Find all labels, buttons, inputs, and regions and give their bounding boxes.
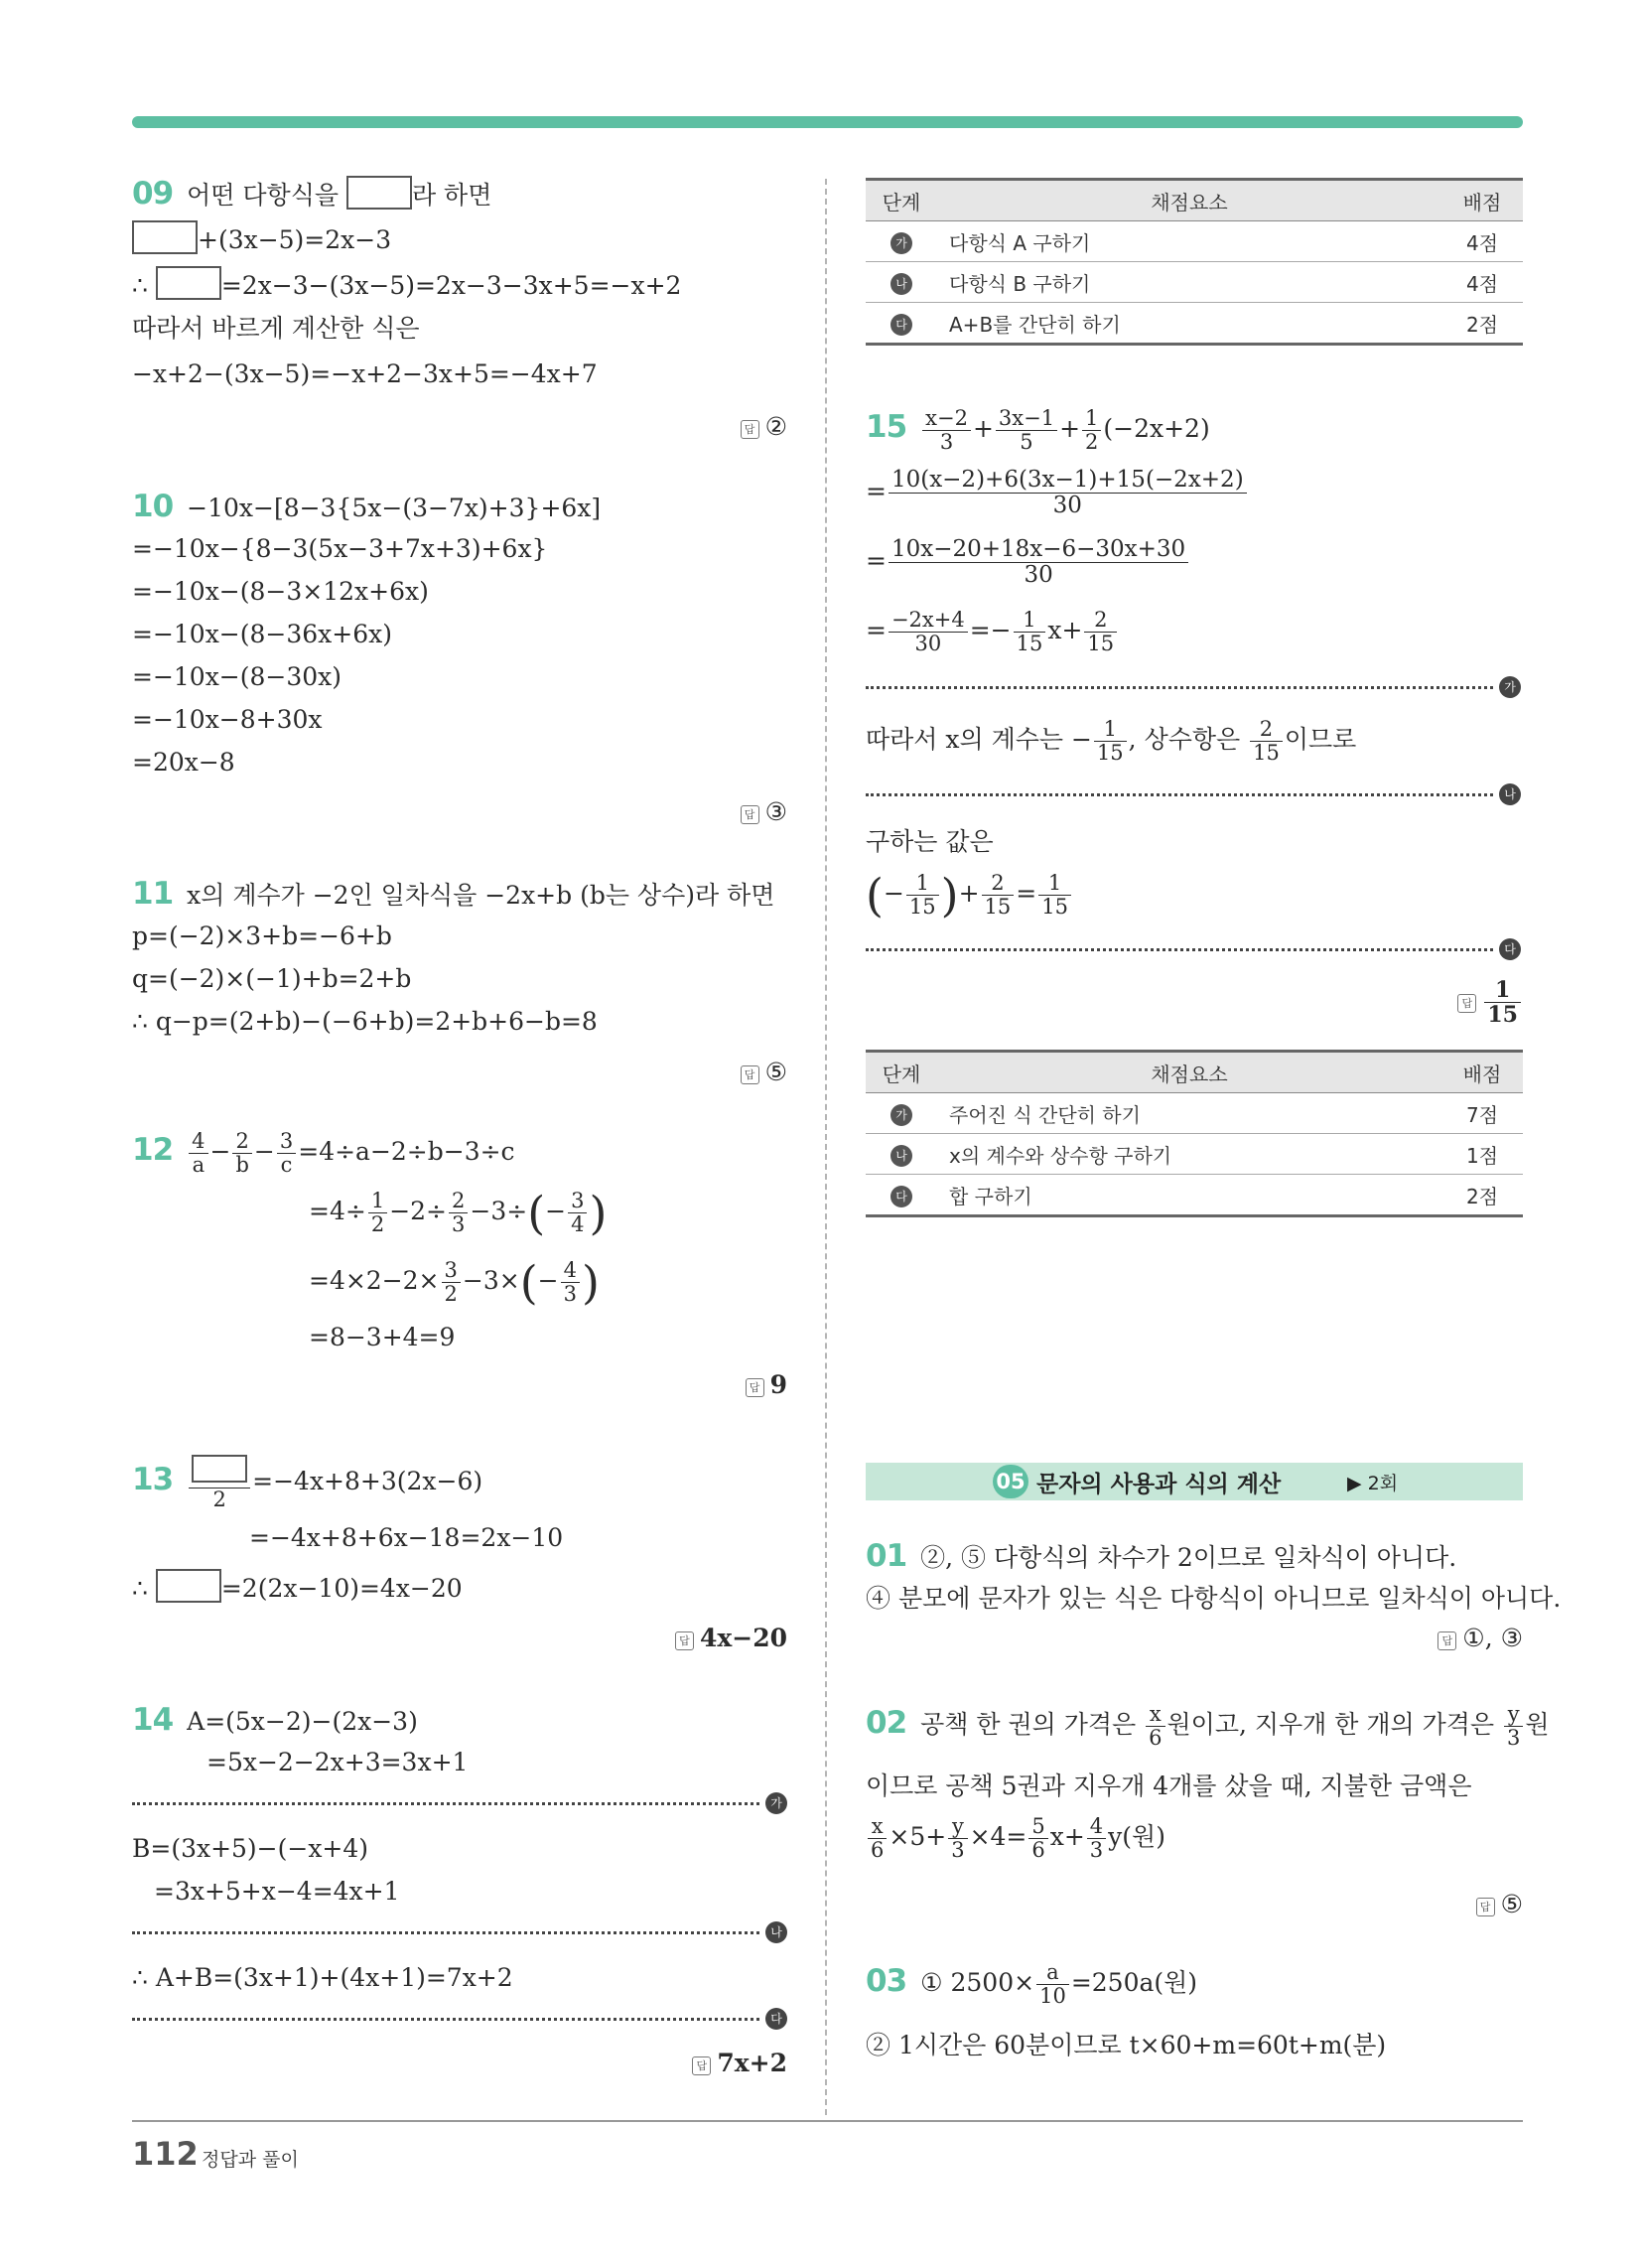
p10-line5: =−10x−8+30x (132, 705, 323, 734)
table-row: 나 다항식 B 구하기 4점 (866, 262, 1523, 303)
p14-number: 14 (132, 1702, 174, 1738)
q01-line1: 01 ②, ⑤ 다항식의 차수가 2이므로 일차식이 아니다. (866, 1538, 1457, 1574)
p10-answer: 답 ③ (741, 797, 787, 826)
section-subtitle: ▶ 2회 (1347, 1473, 1399, 1494)
blank-box (132, 220, 198, 254)
section-title: 문자의 사용과 식의 계산 (1036, 1472, 1282, 1497)
p10-line1: =−10x−{8−3(5x−3+7x+3)+6x} (132, 534, 548, 563)
q03-line2: ② 1시간은 60분이므로 t×60+m=60t+m(분) (866, 2031, 1387, 2059)
step-da-icon: 다 (1499, 938, 1521, 960)
footer-label: 정답과 풀이 (202, 2149, 299, 2171)
scoring-table-14 (866, 178, 1523, 346)
p11-line2: q=(−2)×(−1)+b=2+b (132, 964, 412, 993)
p15-line3: = $\frac{10x-20+18x-6-30x+30}{30}$ (866, 531, 1190, 591)
p15-line2: = $\frac{10(x-2)+6(3x-1)+15(-2x+2)}{30}$ (866, 462, 1249, 521)
answer-mark-icon: 답 (1437, 1631, 1456, 1650)
p09-line5: −x+2−(3x−5)=−x+2−3x+5=−4x+7 (132, 359, 598, 388)
table-row: 가 주어진 식 간단히 하기 7점 (866, 1093, 1523, 1134)
p14-line5: ∴ A+B=(3x+1)+(4x+1)=7x+2 (132, 1963, 513, 1992)
p11-answer: 답 ⑤ (741, 1058, 787, 1086)
answer-mark-icon: 답 (692, 2056, 711, 2075)
p13-line3: ∴ =2(2x−10)=4x−20 (132, 1569, 463, 1606)
p14-line3: B=(3x+5)−(−x+4) (132, 1834, 369, 1863)
table-row: 가 다항식 A 구하기 4점 (866, 221, 1523, 262)
scoring-table-15 (866, 1050, 1523, 1217)
q03-number: 03 (866, 1963, 907, 1999)
p11-line3: ∴ q−p=(2+b)−(−6+b)=2+b+6−b=8 (132, 1007, 598, 1036)
p12-number: 12 (132, 1132, 174, 1168)
q02-line2: 이므로 공책 5권과 지우개 4개를 샀을 때, 지불한 금액은 (866, 1772, 1472, 1800)
p10-line4: =−10x−(8−30x) (132, 662, 342, 691)
p13-line1: 13 2 =−4x+8+3(2x−6) (132, 1450, 482, 1511)
q01-answer: 답 ①, ③ (1437, 1624, 1523, 1652)
p09-line2: +(3x−5)=2x−3 (132, 220, 391, 257)
answer-mark-icon: 답 (1457, 994, 1476, 1013)
step-na-icon: 나 (890, 273, 912, 295)
p13-line2: =−4x+8+6x−18=2x−10 (249, 1523, 564, 1552)
p15-sentence3: (− $\frac{1}{15}$ )+ $\frac{2}{15}$ = $\frac{1}{15}$ (866, 864, 1073, 925)
q01-line2: ④ 분모에 문자가 있는 식은 다항식이 아니므로 일차식이 아니다. (866, 1584, 1562, 1613)
p15-line1: 15 $\frac{x-2}{3}$ + $\frac{3x-1}{5}$ + $\frac{1}{2}$ (−2x+2) (866, 397, 1210, 459)
answer-mark-icon: 답 (1476, 1898, 1495, 1916)
table-header: 단계 채점요소 배점 (866, 180, 1523, 221)
step-da-icon: 다 (890, 314, 912, 336)
step-na-icon: 나 (890, 1145, 912, 1167)
step-da-icon: 다 (765, 2008, 787, 2030)
answer-mark-icon: 답 (675, 1631, 694, 1650)
dotted-separator (866, 793, 1493, 796)
blank-box (156, 1569, 221, 1603)
dotted-separator (132, 1931, 759, 1934)
p10-line0: 10 −10x−[8−3{5x−(3−7x)+3}+6x] (132, 489, 602, 524)
p09-line3: ∴ =2x−3−(3x−5)=2x−3−3x+5=−x+2 (132, 266, 681, 303)
dotted-separator (132, 1802, 759, 1805)
p09-number: 09 (132, 176, 174, 212)
p09-answer: 답 ② (741, 412, 787, 441)
footer-rule (132, 2120, 1523, 2122)
p09-line4: 따라서 바르게 계산한 식은 (132, 314, 420, 343)
top-accent-bar (132, 116, 1523, 128)
p15-answer: 답 $\frac{1}{15}$ (1457, 978, 1523, 1027)
q02-answer: 답 ⑤ (1476, 1890, 1523, 1918)
p11-line0: 11 x의 계수가 −2인 일차식을 −2x+b (b는 상수)라 하면 (132, 876, 775, 912)
p14-line1: 14 A=(5x−2)−(2x−3) (132, 1702, 418, 1738)
p10-line2: =−10x−(8−3×12x+6x) (132, 577, 429, 606)
p14-line4: =3x+5+x−4=4x+1 (154, 1877, 400, 1906)
table-row: 나 x의 계수와 상수항 구하기 1점 (866, 1134, 1523, 1175)
step-ga-icon: 가 (765, 1792, 787, 1814)
column-divider (825, 179, 827, 2115)
section-header (866, 1463, 1523, 1500)
p13-number: 13 (132, 1462, 174, 1497)
page-number: 112 (132, 2135, 199, 2173)
p13-answer: 답 4x−20 (675, 1624, 787, 1652)
p12-line3: =4×2−2× $\frac{3}{2}$ −3×(− $\frac{4}{3}$ ) (309, 1255, 600, 1310)
p11-line1: p=(−2)×3+b=−6+b (132, 921, 392, 950)
p15-line4: = $\frac{-2x+4}{30}$ =− $\frac{1}{15}$ x+ $\frac{2}{15}$ (866, 601, 1119, 660)
p12-line4: =8−3+4=9 (309, 1323, 456, 1351)
q03-line1: 03 ① 2500× $\frac{a}{10}$ =250a(원) (866, 1951, 1197, 2013)
p14-line2: =5x−2−2x+3=3x+1 (206, 1748, 469, 1776)
answer-mark-icon: 답 (741, 805, 759, 824)
q01-number: 01 (866, 1538, 907, 1574)
p10-line3: =−10x−(8−36x+6x) (132, 620, 392, 648)
q02-line1: 02 공책 한 권의 가격은 $\frac{x}{6}$ 원이고, 지우개 한 개의 가격은 $\frac{y}{3}$ 원 (866, 1693, 1550, 1755)
p10-line6: =20x−8 (132, 748, 235, 777)
blank-box (156, 266, 221, 300)
section-number-badge: 05 (993, 1465, 1028, 1498)
step-ga-icon: 가 (890, 232, 912, 254)
p11-number: 11 (132, 876, 174, 912)
table-row: 다 A+B를 간단히 하기 2점 (866, 303, 1523, 345)
q02-line3: $\frac{x}{6}$ ×5+ $\frac{y}{3}$ ×4= $\frac{5}{6}$ x+ $\frac{4}{3}$ y(원) (866, 1807, 1165, 1867)
answer-mark-icon: 답 (746, 1378, 764, 1397)
step-na-icon: 나 (765, 1921, 787, 1943)
dotted-separator (866, 948, 1493, 951)
blank-box (346, 176, 412, 210)
p10-number: 10 (132, 489, 174, 524)
answer-mark-icon: 답 (741, 1065, 759, 1084)
blank-box (192, 1455, 247, 1483)
dotted-separator (132, 2018, 759, 2021)
p09-line1: 09 어떤 다항식을 라 하면 (132, 176, 492, 212)
q02-number: 02 (866, 1705, 907, 1741)
step-na-icon: 나 (1499, 783, 1521, 805)
table-header: 단계 채점요소 배점 (866, 1052, 1523, 1093)
p15-sentence1: 따라서 x의 계수는 − $\frac{1}{15}$ , 상수항은 $\frac{2}{15}$ 이므로 (866, 716, 1357, 765)
dotted-separator (866, 686, 1493, 689)
p12-line2: =4÷ $\frac{1}{2}$ −2÷ $\frac{2}{3}$ −3÷(− $\frac{3}{4}$ ) (309, 1186, 608, 1240)
step-da-icon: 다 (890, 1186, 912, 1207)
p12-line1: 12 $\frac{4}{a}$ − $\frac{2}{b}$ − $\frac{3}{c}$ =4÷a−2÷b−3÷c (132, 1120, 515, 1182)
step-ga-icon: 가 (890, 1104, 912, 1126)
table-row: 다 합 구하기 2점 (866, 1175, 1523, 1216)
step-ga-icon: 가 (1499, 676, 1521, 698)
p12-answer: 답 9 (746, 1370, 787, 1399)
p14-answer: 답 7x+2 (692, 2049, 787, 2077)
p15-sentence2: 구하는 값은 (866, 827, 994, 856)
answer-mark-icon: 답 (741, 420, 759, 439)
p15-number: 15 (866, 409, 907, 445)
